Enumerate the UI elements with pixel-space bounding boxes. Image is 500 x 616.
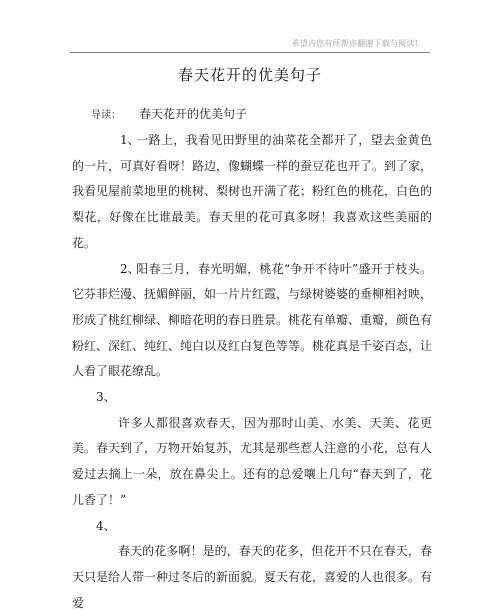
paragraph-3: 许多人都很喜欢春天，因为那时山美、水美、天美、花更美。春天到了，万物开始复苏，尤其是那些惹人注意的小花，总有人爱过去摘上一朵，放在鼻尖上。还有的总爱嚷上几句“春天到了，花儿香了！” — [72, 415, 433, 507]
page-title: 春天花开的优美句子 — [177, 66, 322, 84]
paragraph-text: 一路上，我看见田野里的油菜花全都开了，望去金黄色的一片，可真好看呀！路边，像蝴蝶一样的蚕豆花也开了。到了家，我看见屋前菜地里的桃树、梨树也开满了花；粉红色的桃花，白色的梨花，好像在比谁最美。春天里的花可真多呀！我喜欢这些美丽的花。 — [72, 133, 433, 250]
header-divider — [70, 52, 430, 53]
intro-label: 导读： — [91, 110, 121, 121]
intro-text: 春天花开的优美句子 — [139, 107, 248, 121]
paragraph-text: 阳春三月，春光明媚，桃花“争开不待叶”盛开于枝头。它芬菲烂漫、抚媚鲜丽，如一片片红霞，与绿树婆婆的垂柳相衬映，形成了桃红柳绿、柳暗花明的春日胜景。桃花有单瓣、重瓣，颜色有粉红、深红、纯红、纯白以及红白复色等等。桃花真是千姿百态，让人看了眼花缭乱。 — [72, 261, 433, 379]
paragraph-1 — [72, 128, 432, 257]
header-note: 希望内您有所帮亦翻谢下载与阅读! — [291, 39, 418, 48]
paragraph-number: 1、 — [120, 133, 140, 147]
paragraph-number: 4、 — [96, 518, 116, 533]
paragraph-number: 2、 — [120, 261, 140, 276]
paragraph-number: 3、 — [96, 390, 116, 405]
paragraph-2 — [72, 257, 432, 386]
document-body — [72, 128, 432, 616]
paragraph-4: 春天的花多啊！是的，春天的花多，但花开不只在春天，春天只是给人带一种过冬后的新面貌。夏天有花，喜爱的人也很多。有爱 — [72, 544, 433, 610]
intro-line — [91, 105, 247, 122]
